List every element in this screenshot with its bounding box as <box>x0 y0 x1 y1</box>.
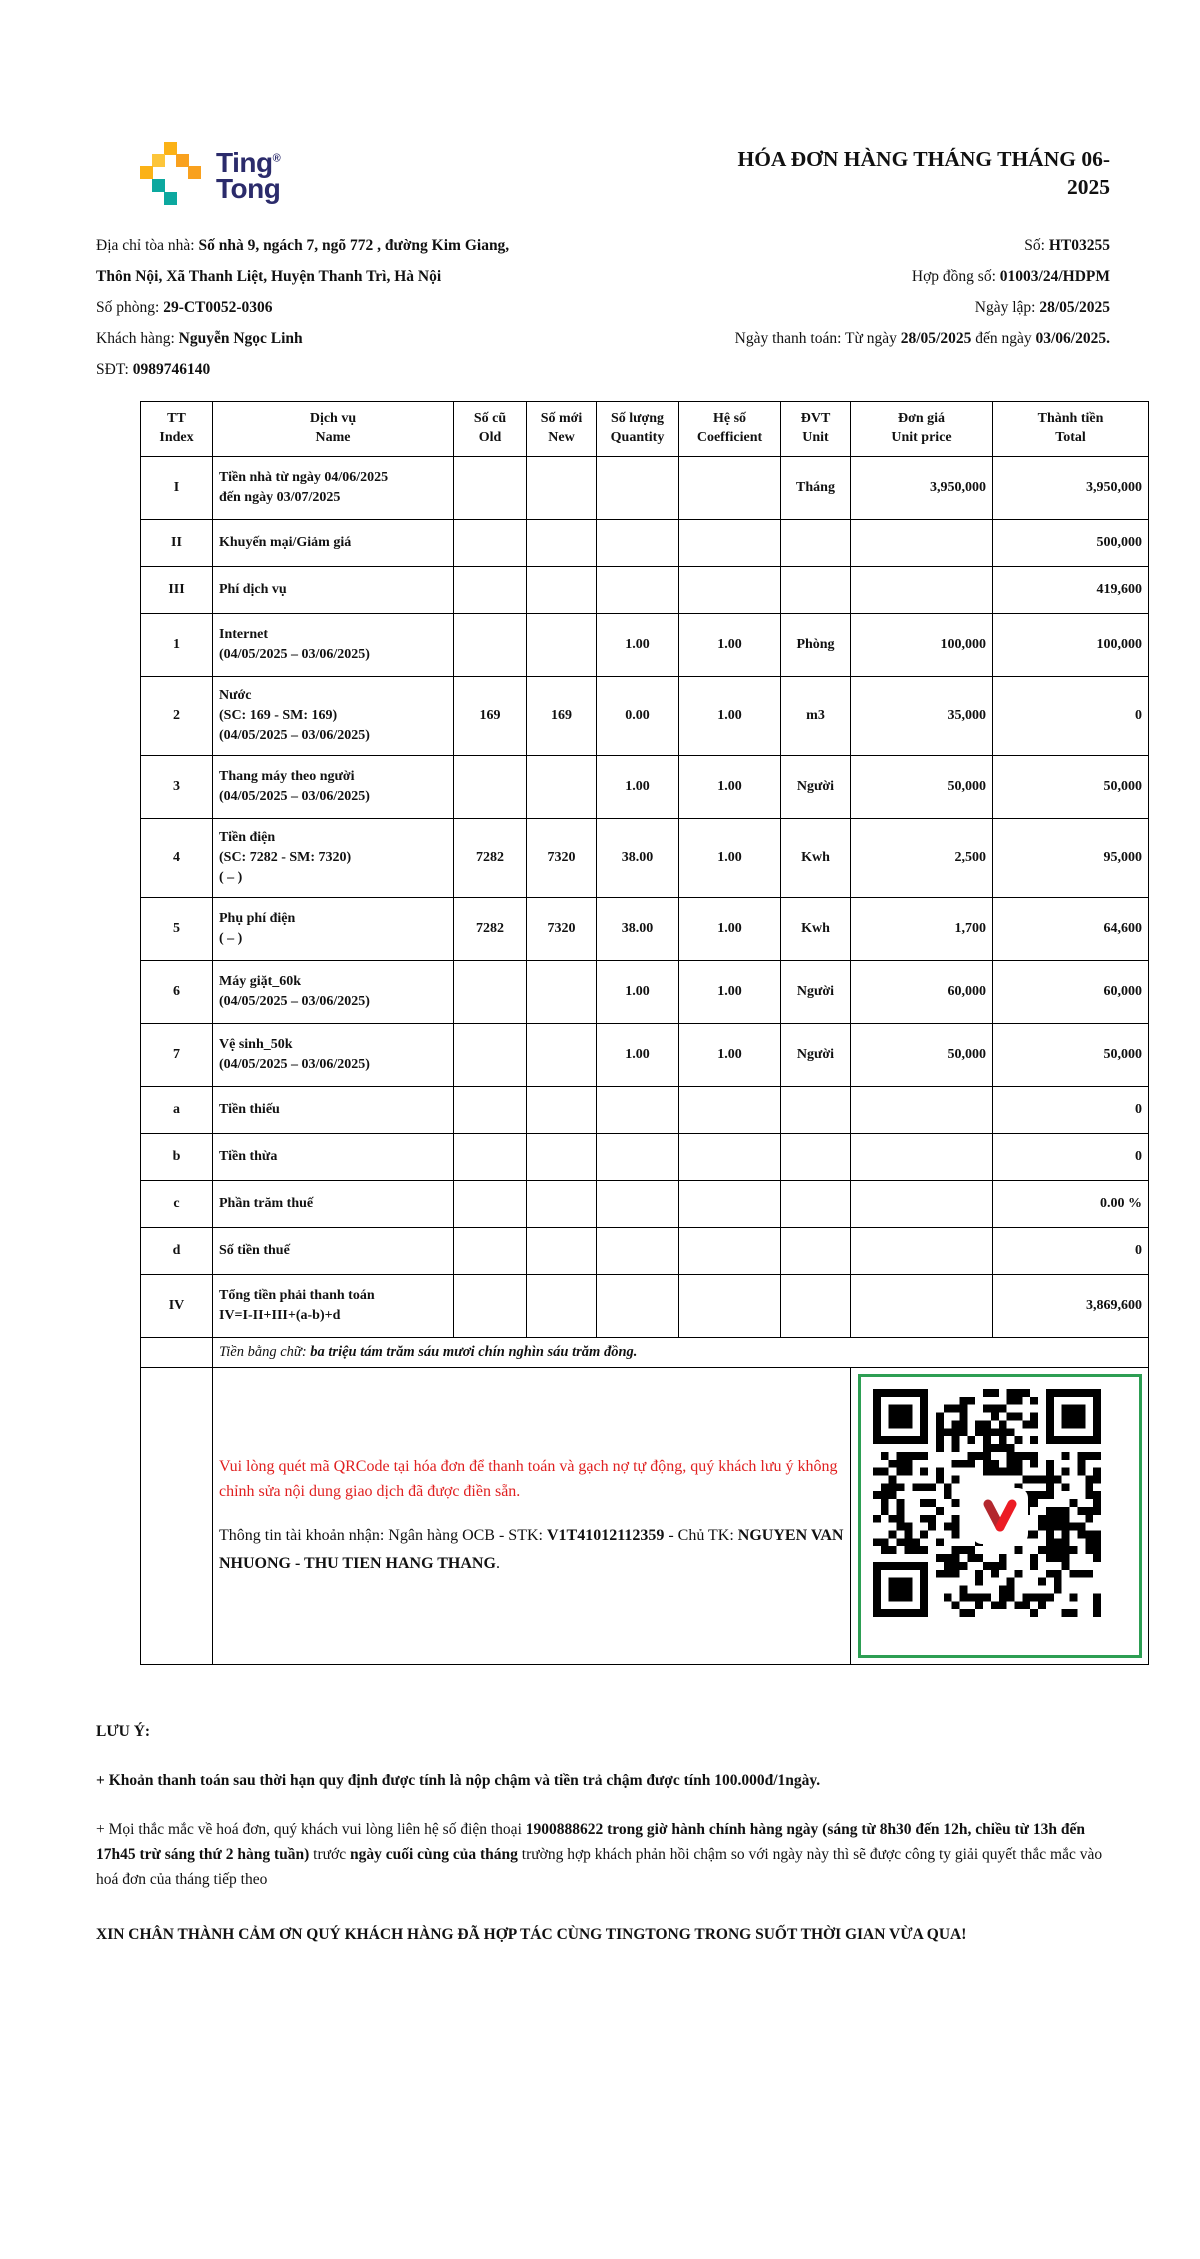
cell-index: c <box>141 1180 213 1227</box>
cell-unit: Kwh <box>781 818 851 897</box>
charges-table-head <box>141 402 1149 457</box>
cell-new-reading <box>527 1180 597 1227</box>
text-segment: trường hợp khách phản hồi chậm so với ngày này thì sẽ được công ty giải quyết thắc mắc vào hoá đơn của tháng tiếp theo <box>96 1845 1103 1888</box>
text-segment: đến ngày <box>971 330 1036 347</box>
cell-index: 5 <box>141 897 213 960</box>
cell-quantity: 0.00 <box>597 676 679 755</box>
cell-quantity: 1.00 <box>597 960 679 1023</box>
cell-unit <box>781 1274 851 1337</box>
cell-quantity: 1.00 <box>597 1023 679 1086</box>
cell-service-name: Phần trăm thuế <box>213 1180 454 1227</box>
text-segment: NGUYEN VAN NHUONG - THU TIEN HANG THANG <box>219 1526 844 1572</box>
cell-coefficient <box>679 1227 781 1274</box>
cell-quantity <box>597 1180 679 1227</box>
cell-unit <box>781 1180 851 1227</box>
column-header: Thành tiền Total <box>993 402 1149 457</box>
cell-unit-price <box>851 519 993 566</box>
column-header: Dịch vụ Name <box>213 402 454 457</box>
cell-quantity <box>597 519 679 566</box>
cell-new-reading: 7320 <box>527 897 597 960</box>
notes-title: LƯU Ý: <box>96 1722 151 1740</box>
table-row <box>141 960 1149 1023</box>
tingtong-logo <box>140 142 280 204</box>
text-segment: Ngày thanh toán: Từ ngày <box>734 330 901 347</box>
cell-unit-price: 1,700 <box>851 897 993 960</box>
text-segment: Ngày lập: <box>974 299 1040 316</box>
cell-unit-price: 50,000 <box>851 755 993 818</box>
cell-unit: m3 <box>781 676 851 755</box>
cell-new-reading <box>527 1133 597 1180</box>
cell-index: 7 <box>141 1023 213 1086</box>
cell-new-reading <box>527 755 597 818</box>
cell-coefficient <box>679 1086 781 1133</box>
cell-index: 2 <box>141 676 213 755</box>
text-segment: 29-CT0052-0306 <box>163 299 273 316</box>
footer-notes <box>96 1719 1110 1947</box>
cell-service-name: Internet (04/05/2025 – 03/06/2025) <box>213 613 454 676</box>
cell-new-reading: 169 <box>527 676 597 755</box>
cell-unit <box>781 1133 851 1180</box>
info-line <box>574 261 1110 292</box>
cell-total: 3,950,000 <box>993 456 1149 519</box>
amount-in-words-row <box>141 1337 1149 1367</box>
cell-quantity: 1.00 <box>597 755 679 818</box>
cell-new-reading <box>527 1274 597 1337</box>
cell-unit: Kwh <box>781 897 851 960</box>
cell-coefficient <box>679 1274 781 1337</box>
cell-unit-price: 2,500 <box>851 818 993 897</box>
column-header: ĐVT Unit <box>781 402 851 457</box>
tingtong-wordmark <box>216 147 281 205</box>
charges-table <box>140 401 1149 1665</box>
cell-total: 60,000 <box>993 960 1149 1023</box>
charges-table-body <box>141 456 1149 1337</box>
cell-service-name: Vệ sinh_50k (04/05/2025 – 03/06/2025) <box>213 1023 454 1086</box>
text-segment: V1T41012112359 <box>546 1526 665 1544</box>
table-row <box>141 897 1149 960</box>
cell-coefficient: 1.00 <box>679 960 781 1023</box>
cell-quantity: 1.00 <box>597 613 679 676</box>
info-line <box>96 230 574 261</box>
cell-index: 1 <box>141 613 213 676</box>
cell-old-reading: 169 <box>454 676 527 755</box>
text-segment: 1900888622 trong giờ hành chính hàng ngày (sáng từ 8h30 đến 12h, chiều từ 13h đến 17h45 trừ sáng thứ 2 hàng tuần) <box>96 1820 1085 1863</box>
cell-unit-price: 50,000 <box>851 1023 993 1086</box>
text-segment: 01003/24/HDPM <box>999 268 1110 285</box>
cell-unit-price <box>851 566 993 613</box>
cell-total: 0 <box>993 1227 1149 1274</box>
text-segment: Khách hàng: <box>96 330 179 347</box>
qr-row <box>141 1367 1149 1664</box>
table-row <box>141 676 1149 755</box>
cell-coefficient: 1.00 <box>679 818 781 897</box>
cell-index: 3 <box>141 755 213 818</box>
amount-in-words-index-cell <box>141 1337 213 1367</box>
qr-code <box>858 1374 1142 1658</box>
cell-coefficient <box>679 1180 781 1227</box>
cell-quantity <box>597 1133 679 1180</box>
payment-instructions <box>213 1367 851 1664</box>
info-line <box>96 261 574 292</box>
cell-old-reading <box>454 456 527 519</box>
cell-total: 50,000 <box>993 1023 1149 1086</box>
cell-index: I <box>141 456 213 519</box>
cell-service-name: Tổng tiền phải thanh toán IV=I-II+III+(a-b)+d <box>213 1274 454 1337</box>
cell-index: IV <box>141 1274 213 1337</box>
text-segment: Số nhà 9, ngách 7, ngõ 772 , đường Kim Giang, <box>198 237 510 254</box>
text-segment: - Chủ TK: <box>664 1526 738 1544</box>
text-segment: ba triệu tám trăm sáu mươi chín nghìn sáu trăm đồng. <box>310 1343 638 1360</box>
table-row <box>141 519 1149 566</box>
cell-quantity <box>597 1086 679 1133</box>
text-segment: 28/05/2025 <box>1039 299 1110 316</box>
cell-unit: Người <box>781 1023 851 1086</box>
cell-service-name: Phí dịch vụ <box>213 566 454 613</box>
cell-unit-price: 60,000 <box>851 960 993 1023</box>
cell-total: 0.00 % <box>993 1180 1149 1227</box>
text-segment: 0989746140 <box>132 361 211 378</box>
cell-total: 0 <box>993 1133 1149 1180</box>
thank-you-note: XIN CHÂN THÀNH CẢM ƠN QUÝ KHÁCH HÀNG ĐÃ HỢP TÁC CÙNG TINGTONG TRONG SUỐT THỜI GIAN VỪA QUA! <box>96 1925 967 1943</box>
cell-new-reading <box>527 456 597 519</box>
cell-new-reading <box>527 1086 597 1133</box>
cell-service-name: Phụ phí điện ( – ) <box>213 897 454 960</box>
cell-unit <box>781 1227 851 1274</box>
text-segment: + Mọi thắc mắc về hoá đơn, quý khách vui lòng liên hệ số điện thoại <box>96 1820 526 1838</box>
info-line <box>574 323 1110 354</box>
cell-new-reading <box>527 566 597 613</box>
column-header: TT Index <box>141 402 213 457</box>
cell-total: 419,600 <box>993 566 1149 613</box>
cell-old-reading <box>454 1227 527 1274</box>
cell-quantity: 38.00 <box>597 897 679 960</box>
cell-total: 64,600 <box>993 897 1149 960</box>
cell-total: 50,000 <box>993 755 1149 818</box>
cell-unit: Người <box>781 755 851 818</box>
cell-total: 500,000 <box>993 519 1149 566</box>
cell-old-reading <box>454 1133 527 1180</box>
cell-index: 4 <box>141 818 213 897</box>
cell-service-name: Nước (SC: 169 - SM: 169) (04/05/2025 – 03/06/2025) <box>213 676 454 755</box>
cell-index: II <box>141 519 213 566</box>
cell-service-name: Thang máy theo người (04/05/2025 – 03/06/2025) <box>213 755 454 818</box>
text-segment: Số: <box>1024 237 1049 254</box>
invoice-header <box>96 142 1110 204</box>
cell-service-name: Số tiền thuế <box>213 1227 454 1274</box>
cell-unit <box>781 1086 851 1133</box>
cell-old-reading <box>454 1274 527 1337</box>
cell-new-reading <box>527 519 597 566</box>
text-segment: Thông tin tài khoản nhận: Ngân hàng OCB - STK: <box>219 1526 547 1544</box>
info-line <box>574 292 1110 323</box>
cell-old-reading: 7282 <box>454 897 527 960</box>
vietqr-v-icon <box>972 1488 1028 1544</box>
page-title <box>610 146 1110 202</box>
cell-total: 3,869,600 <box>993 1274 1149 1337</box>
cell-quantity <box>597 1274 679 1337</box>
cell-old-reading <box>454 960 527 1023</box>
cell-old-reading <box>454 613 527 676</box>
qr-scan-note: Vui lòng quét mã QRCode tại hóa đơn để thanh toán và gạch nợ tự động, quý khách lưu ý không chỉnh sửa nội dung giao dịch đã được điền sẵn. <box>219 1457 838 1500</box>
cell-unit <box>781 519 851 566</box>
cell-unit-price <box>851 1180 993 1227</box>
wordmark-line2: Tong <box>216 173 281 205</box>
cell-service-name: Tiền thừa <box>213 1133 454 1180</box>
cell-quantity <box>597 456 679 519</box>
cell-index: a <box>141 1086 213 1133</box>
cell-old-reading <box>454 1086 527 1133</box>
table-row <box>141 755 1149 818</box>
cell-coefficient <box>679 456 781 519</box>
text-segment: . <box>495 1554 500 1572</box>
page-title-line2: 2025 <box>1067 174 1110 199</box>
table-row <box>141 456 1149 519</box>
table-row <box>141 613 1149 676</box>
registered-mark: ® <box>272 152 281 165</box>
text-segment: trước <box>309 1845 350 1863</box>
cell-total: 0 <box>993 1086 1149 1133</box>
table-row <box>141 1023 1149 1086</box>
cell-unit: Tháng <box>781 456 851 519</box>
text-segment: Nguyễn Ngọc Linh <box>178 330 303 347</box>
cell-old-reading <box>454 1180 527 1227</box>
info-line <box>574 230 1110 261</box>
cell-service-name: Tiền nhà từ ngày 04/06/2025 đến ngày 03/07/2025 <box>213 456 454 519</box>
tingtong-logo-icon <box>140 142 202 204</box>
invoice-meta <box>574 230 1110 385</box>
amount-in-words <box>213 1337 1149 1367</box>
info-line <box>96 292 574 323</box>
column-header: Hệ số Coefficient <box>679 402 781 457</box>
column-header: Số lượng Quantity <box>597 402 679 457</box>
charges-table-footer <box>141 1337 1149 1664</box>
cell-coefficient <box>679 1133 781 1180</box>
cell-index: III <box>141 566 213 613</box>
cell-unit-price <box>851 1274 993 1337</box>
cell-unit: Người <box>781 960 851 1023</box>
hotline-note <box>96 1817 1110 1892</box>
qr-code-cell <box>851 1367 1149 1664</box>
cell-old-reading <box>454 755 527 818</box>
cell-coefficient: 1.00 <box>679 676 781 755</box>
text-segment: Địa chỉ tòa nhà: <box>96 237 199 254</box>
cell-unit-price <box>851 1227 993 1274</box>
cell-coefficient: 1.00 <box>679 755 781 818</box>
text-segment: SĐT: <box>96 361 133 378</box>
column-header: Đơn giá Unit price <box>851 402 993 457</box>
cell-coefficient: 1.00 <box>679 613 781 676</box>
text-segment: 28/05/2025 <box>900 330 972 347</box>
text-segment: Thôn Nội, Xã Thanh Liệt, Huyện Thanh Trì, Hà Nội <box>96 268 442 285</box>
charges-table-head-row <box>141 402 1149 457</box>
text-segment: ngày cuối cùng của tháng <box>349 1845 518 1863</box>
cell-index: d <box>141 1227 213 1274</box>
late-payment-note: + Khoản thanh toán sau thời hạn quy định được tính là nộp chậm và tiền trả chậm được tính 100.000đ/1ngày. <box>96 1771 821 1789</box>
cell-unit <box>781 566 851 613</box>
table-row <box>141 818 1149 897</box>
cell-quantity <box>597 566 679 613</box>
cell-coefficient: 1.00 <box>679 897 781 960</box>
cell-total: 100,000 <box>993 613 1149 676</box>
cell-new-reading <box>527 1227 597 1274</box>
qr-row-index-cell <box>141 1367 213 1664</box>
table-row <box>141 566 1149 613</box>
info-line <box>96 323 574 354</box>
cell-index: 6 <box>141 960 213 1023</box>
cell-new-reading <box>527 1023 597 1086</box>
invoice-info <box>96 230 1110 385</box>
cell-new-reading <box>527 613 597 676</box>
text-segment: Hợp đồng số: <box>911 268 1000 285</box>
cell-coefficient <box>679 519 781 566</box>
column-header: Số mới New <box>527 402 597 457</box>
text-segment: Tiền bằng chữ: <box>219 1343 311 1360</box>
table-row <box>141 1227 1149 1274</box>
cell-index: b <box>141 1133 213 1180</box>
cell-quantity: 38.00 <box>597 818 679 897</box>
cell-service-name: Tiền thiếu <box>213 1086 454 1133</box>
cell-service-name: Máy giặt_60k (04/05/2025 – 03/06/2025) <box>213 960 454 1023</box>
bank-account-info <box>219 1522 844 1578</box>
cell-old-reading <box>454 566 527 613</box>
info-line <box>96 354 574 385</box>
cell-coefficient: 1.00 <box>679 1023 781 1086</box>
text-segment: Số phòng: <box>96 299 164 316</box>
cell-coefficient <box>679 566 781 613</box>
cell-total: 0 <box>993 676 1149 755</box>
table-row <box>141 1086 1149 1133</box>
cell-unit-price: 3,950,000 <box>851 456 993 519</box>
cell-total: 95,000 <box>993 818 1149 897</box>
cell-unit-price <box>851 1133 993 1180</box>
cell-new-reading <box>527 960 597 1023</box>
table-row <box>141 1274 1149 1337</box>
text-segment: HT03255 <box>1048 237 1110 254</box>
cell-service-name: Khuyến mại/Giảm giá <box>213 519 454 566</box>
cell-quantity <box>597 1227 679 1274</box>
column-header: Số cũ Old <box>454 402 527 457</box>
cell-old-reading <box>454 519 527 566</box>
page-title-line1: HÓA ĐƠN HÀNG THÁNG THÁNG 06- <box>737 147 1110 171</box>
cell-new-reading: 7320 <box>527 818 597 897</box>
table-row <box>141 1133 1149 1180</box>
customer-info <box>96 230 574 385</box>
wordmark-line1: Ting <box>216 147 273 178</box>
cell-unit-price: 100,000 <box>851 613 993 676</box>
cell-unit: Phòng <box>781 613 851 676</box>
cell-old-reading <box>454 1023 527 1086</box>
cell-old-reading: 7282 <box>454 818 527 897</box>
text-segment: 03/06/2025. <box>1035 330 1110 347</box>
cell-unit-price: 35,000 <box>851 676 993 755</box>
cell-unit-price <box>851 1086 993 1133</box>
cell-service-name: Tiền điện (SC: 7282 - SM: 7320) ( – ) <box>213 818 454 897</box>
table-row <box>141 1180 1149 1227</box>
